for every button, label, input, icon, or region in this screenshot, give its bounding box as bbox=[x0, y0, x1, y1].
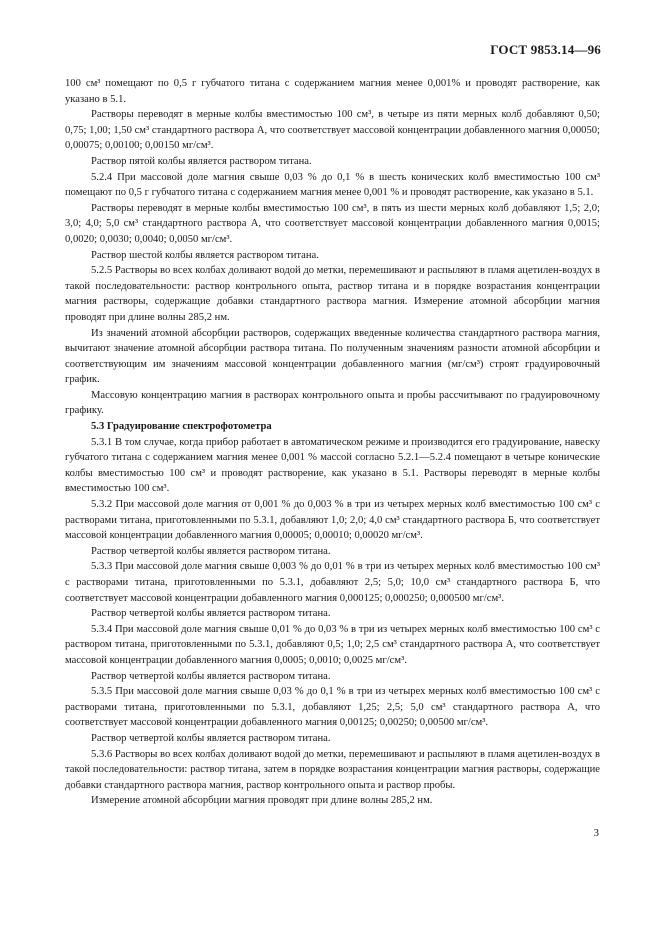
paragraph: Раствор четвертой колбы является раствором титана. bbox=[91, 732, 331, 744]
paragraph: 5.2.5 Растворы во всех колбах доливают водой до метки, перемешивают и распыляют в пламя ацетилен-воздух в такой последовательности: раствор контрольного опыта, раствор титана и в порядке возрастания концентрации магния растворы, содержащие добавки стандартного раствора магния. Измерение атомной абсорбции магния проводят при длине волны 285,2 нм. bbox=[65, 265, 601, 323]
paragraph: 5.3.3 При массовой доле магния свыше 0,003 % до 0,01 % в три из четырех мерных колб вместимостью 100 см³ с растворами титана, приготовленными по 5.3.1, добавляют 2,5; 5,0; 10,0 см³ стандартного раствора Б, что соответствует массовой концентрации добавленного магния 0,000125; 0,000250; 0,000500 мг/см³. bbox=[65, 561, 600, 604]
section-heading: 5.3 Градуирование спектрофотометра bbox=[91, 421, 272, 433]
paragraph: 5.2.4 При массовой доле магния свыше 0,03 % до 0,1 % в шесть конических колб вместимостью 100 см³ помещают по 0,5 г губчатого титана с содержанием магния менее 0,001 % и проводят растворение, как указано в 5.1. bbox=[65, 171, 600, 199]
paragraph: Измерение атомной абсорбции магния проводят при длине волны 285,2 нм. bbox=[91, 795, 433, 807]
page-number: 3 bbox=[593, 827, 599, 839]
paragraph: Раствор четвертой колбы является раствором титана. bbox=[91, 670, 331, 682]
paragraph: 100 см³ помещают по 0,5 г губчатого титана с содержанием магния менее 0,001% и проводят растворение, как указано в 5.1. bbox=[65, 78, 600, 105]
paragraph: Растворы переводят в мерные колбы вместимостью 100 см³, в четыре из пяти мерных колб добавляют 0,50; 0,75; 1,00; 1,50 см³ стандартного раствора А, что соответствует массовой концентрации добавленного магния 0,00050; 0,00075; 0,00100; 0,00150 мг/см³. bbox=[65, 109, 600, 152]
paragraph: Раствор шестой колбы является раствором титана. bbox=[91, 249, 319, 261]
paragraph: Раствор четвертой колбы является раствором титана. bbox=[91, 608, 331, 620]
document-body bbox=[65, 76, 600, 809]
paragraph: Растворы переводят в мерные колбы вместимостью 100 см³, в пять из шести мерных колб добавляют 1,5; 2,0; 3,0; 4,0; 5,0 см³ стандартного раствора А, что соответствует массовой концентрации добавленного магния 0,0015; 0,0020; 0,0030; 0,0040; 0,0050 мг/см³. bbox=[65, 202, 600, 245]
paragraph: 5.3.5 При массовой доле магния свыше 0,03 % до 0,1 % в три из четырех мерных колб вместимостью 100 см³ с растворами титана, приготовленными по 5.3.1, добавляют 1,25; 2,5; 5,0 см³ стандартного раствора А, что соответствует массовой концентрации добавленного магния 0,00125; 0,00250; 0,00500 мг/см³. bbox=[65, 686, 600, 729]
standard-code: ГОСТ 9853.14—96 bbox=[490, 42, 601, 57]
paragraph: 5.3.4 При массовой доле магния свыше 0,01 % до 0,03 % в три из четырех мерных колб вместимостью 100 см³ с раствором титана, приготовленными по 5.3.1, добавляют 0,5; 1,0; 2,5 см³ стандартного раствора А, что соответствует массовой концентрации добавленного магния 0,0005; 0,0010; 0,0025 мг/см³. bbox=[65, 623, 600, 666]
paragraph: 5.3.1 В том случае, когда прибор работает в автоматическом режиме и производится его градуирование, навеску губчатого титана с содержанием магния менее 0,001 % массой согласно 5.2.1—5.2.4 помещают в четыре конические колбы вместимостью 100 см³ и проводят растворение, как указано в 5.1. Растворы переводят в мерные колбы вместимостью 100 см³. bbox=[65, 436, 600, 495]
paragraph: 5.3.6 Растворы во всех колбах доливают водой до метки, перемешивают и распыляют в пламя ацетилен-воздух в такой последовательности: раствор титана, затем в порядке возрастания концентрации магния растворы, содержащие добавки стандартного раствора магния, раствор контрольного опыта и раствор пробы. bbox=[65, 748, 601, 791]
paragraph: 5.3.2 При массовой доле магния от 0,001 % до 0,003 % в три из четырех мерных колб вместимостью 100 см³ с растворами титана, приготовленными по 5.3.1, добавляют 1,0; 2,0; 4,0 см³ стандартного раствора Б, что соответствует массовой концентрации добавленного магния 0,00005; 0,00010; 0,00020 мг/см³. bbox=[65, 499, 600, 542]
paragraph: Раствор пятой колбы является раствором титана. bbox=[91, 155, 312, 167]
paragraph: Раствор четвертой колбы является раствором титана. bbox=[91, 545, 331, 557]
paragraph: Массовую концентрацию магния в растворах контрольного опыта и пробы рассчитывают по градуировочному графику. bbox=[65, 389, 600, 417]
paragraph: Из значений атомной абсорбции растворов, содержащих введенные количества стандартного раствора магния, вычитают значение атомной абсорбции раствора титана. По полученным значениям разности атомной абсорбции и соответствующим им значениям массовой концентрации добавленного магния (мг/см³) строят градуировочный график. bbox=[65, 327, 600, 386]
